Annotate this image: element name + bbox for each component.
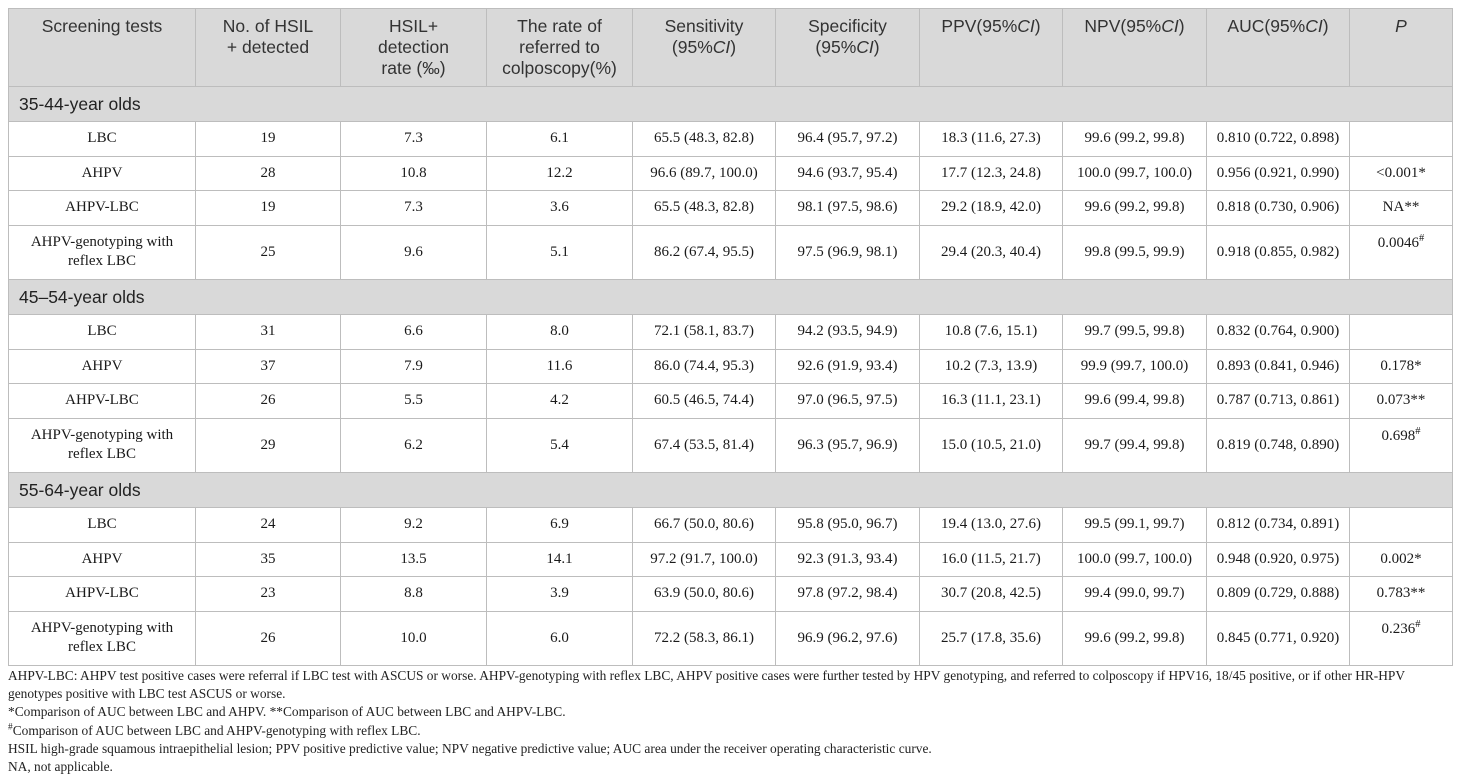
p-value: NA** (1382, 199, 1420, 216)
header-label: PPV (941, 16, 977, 36)
cell-auc: 0.819 (0.748, 0.890) (1207, 418, 1350, 473)
age-group-row (9, 87, 1453, 122)
cell-ppv: 29.4 (20.3, 40.4) (920, 225, 1063, 280)
cell-auc: 0.787 (0.713, 0.861) (1207, 384, 1350, 419)
cell-referral-rate: 6.9 (487, 508, 633, 543)
cell-referral-rate: 4.2 (487, 384, 633, 419)
cell-specificity: 97.5 (96.9, 98.1) (776, 225, 920, 280)
cell-detection-rate: 13.5 (341, 542, 487, 577)
age-group-label: 45–54-year olds (9, 280, 1453, 315)
table-row (9, 191, 1453, 226)
cell-ppv: 18.3 (11.6, 27.3) (920, 122, 1063, 157)
footnote-na: NA, not applicable. (8, 759, 113, 775)
cell-p (1350, 384, 1453, 419)
table-row (9, 156, 1453, 191)
ci-italic: CI (1017, 16, 1035, 36)
cell-detection-rate: 9.2 (341, 508, 487, 543)
table-header (9, 9, 1453, 87)
ci-close: ) (730, 37, 737, 57)
cell-auc: 0.832 (0.764, 0.900) (1207, 315, 1350, 350)
cell-hsil-detected: 35 (196, 542, 341, 577)
p-value: 0.783** (1376, 585, 1426, 602)
cell-specificity: 92.3 (91.3, 93.4) (776, 542, 920, 577)
cell-referral-rate: 8.0 (487, 315, 633, 350)
cell-ppv: 10.8 (7.6, 15.1) (920, 315, 1063, 350)
cell-p (1350, 349, 1453, 384)
ci-open: (95% (976, 16, 1018, 36)
cell-referral-rate: 12.2 (487, 156, 633, 191)
cell-npv: 99.6 (99.2, 99.8) (1063, 611, 1207, 666)
cell-test: AHPV (9, 156, 196, 191)
cell-specificity: 96.3 (95.7, 96.9) (776, 418, 920, 473)
header-line: + detected (226, 37, 310, 57)
cell-specificity: 92.6 (91.9, 93.4) (776, 349, 920, 384)
cell-sensitivity: 67.4 (53.5, 81.4) (633, 418, 776, 473)
cell-ppv: 16.0 (11.5, 21.7) (920, 542, 1063, 577)
header-line: referred to (519, 37, 600, 57)
table-row (9, 508, 1453, 543)
cell-sensitivity: 65.5 (48.3, 82.8) (633, 191, 776, 226)
cell-auc: 0.810 (0.722, 0.898) (1207, 122, 1350, 157)
cell-hsil-detected: 28 (196, 156, 341, 191)
table-footnotes (8, 667, 1452, 776)
header-line: detection (377, 37, 450, 57)
cell-referral-rate: 11.6 (487, 349, 633, 384)
header-row (9, 9, 1453, 87)
cell-hsil-detected: 31 (196, 315, 341, 350)
cell-test: LBC (9, 315, 196, 350)
cell-auc: 0.956 (0.921, 0.990) (1207, 156, 1350, 191)
header-ci-line (780, 37, 915, 58)
ci-italic: CI (712, 37, 731, 57)
cell-p (1350, 315, 1453, 350)
p-italic: P (1395, 16, 1407, 36)
table-row (9, 384, 1453, 419)
cell-hsil-detected: 25 (196, 225, 341, 280)
header-line (1211, 16, 1345, 37)
cell-ppv: 25.7 (17.8, 35.6) (920, 611, 1063, 666)
header-npv (1063, 9, 1207, 87)
cell-test: AHPV-genotyping with reflex LBC (9, 611, 196, 666)
cell-detection-rate: 9.6 (341, 225, 487, 280)
ci-close: ) (1178, 16, 1185, 36)
p-value: 0.178* (1380, 357, 1422, 374)
cell-referral-rate: 3.9 (487, 577, 633, 612)
cell-detection-rate: 7.3 (341, 191, 487, 226)
age-group-label: 55-64-year olds (9, 473, 1453, 508)
cell-specificity: 96.4 (95.7, 97.2) (776, 122, 920, 157)
cell-test: LBC (9, 122, 196, 157)
header-detection-rate (341, 9, 487, 87)
cell-sensitivity: 86.0 (74.4, 95.3) (633, 349, 776, 384)
cell-detection-rate: 8.8 (341, 577, 487, 612)
p-value: 0.236 (1381, 620, 1416, 637)
cell-p (1350, 508, 1453, 543)
header-line: Sensitivity (664, 16, 744, 36)
ci-italic: CI (1161, 16, 1179, 36)
ci-close: ) (873, 37, 880, 57)
cell-npv: 99.8 (99.5, 99.9) (1063, 225, 1207, 280)
table-row (9, 349, 1453, 384)
cell-detection-rate: 10.8 (341, 156, 487, 191)
cell-referral-rate: 5.4 (487, 418, 633, 473)
cell-referral-rate: 5.1 (487, 225, 633, 280)
hash-mark: # (8, 722, 13, 733)
table-row (9, 577, 1453, 612)
header-specificity (776, 9, 920, 87)
cell-test: AHPV-LBC (9, 384, 196, 419)
p-value-mark: # (1415, 618, 1421, 630)
cell-detection-rate: 5.5 (341, 384, 487, 419)
cell-auc: 0.812 (0.734, 0.891) (1207, 508, 1350, 543)
header-label: AUC (1227, 16, 1265, 36)
age-group-row (9, 280, 1453, 315)
footnote-comparison-hash-text: Comparison of AUC between LBC and AHPV-genotyping with reflex LBC. (12, 722, 421, 738)
age-group-label: 35-44-year olds (9, 87, 1453, 122)
cell-detection-rate: 6.2 (341, 418, 487, 473)
cell-auc: 0.845 (0.771, 0.920) (1207, 611, 1350, 666)
cell-ppv: 29.2 (18.9, 42.0) (920, 191, 1063, 226)
cell-ppv: 30.7 (20.8, 42.5) (920, 577, 1063, 612)
header-sensitivity (633, 9, 776, 87)
table-row (9, 225, 1453, 280)
cell-specificity: 98.1 (97.5, 98.6) (776, 191, 920, 226)
cell-hsil-detected: 26 (196, 384, 341, 419)
cell-test: AHPV (9, 542, 196, 577)
header-line: No. of HSIL (222, 16, 314, 36)
header-screening-tests (9, 9, 196, 87)
header-label: NPV (1084, 16, 1121, 36)
cell-detection-rate: 7.9 (341, 349, 487, 384)
cell-p (1350, 156, 1453, 191)
cell-test: AHPV-LBC (9, 577, 196, 612)
header-line: Specificity (808, 16, 887, 36)
ci-open: (95% (671, 37, 713, 57)
cell-auc: 0.948 (0.920, 0.975) (1207, 542, 1350, 577)
cell-sensitivity: 72.1 (58.1, 83.7) (633, 315, 776, 350)
screening-results-table (8, 8, 1453, 666)
cell-detection-rate: 10.0 (341, 611, 487, 666)
cell-sensitivity: 97.2 (91.7, 100.0) (633, 542, 776, 577)
cell-hsil-detected: 19 (196, 191, 341, 226)
header-ppv (920, 9, 1063, 87)
cell-hsil-detected: 29 (196, 418, 341, 473)
cell-specificity: 94.2 (93.5, 94.9) (776, 315, 920, 350)
header-line: colposcopy(%) (502, 58, 617, 78)
header-line (924, 16, 1058, 37)
header-line: HSIL+ (388, 16, 439, 36)
footnote-comparison-asterisk: *Comparison of AUC between LBC and AHPV. **Comparison of AUC between LBC and AHPV-LBC. (8, 704, 566, 720)
cell-specificity: 97.0 (96.5, 97.5) (776, 384, 920, 419)
cell-p (1350, 577, 1453, 612)
cell-ppv: 19.4 (13.0, 27.6) (920, 508, 1063, 543)
cell-test: AHPV (9, 349, 196, 384)
p-value: 0.073** (1376, 392, 1426, 409)
cell-npv: 99.9 (99.7, 100.0) (1063, 349, 1207, 384)
ci-italic: CI (1305, 16, 1323, 36)
cell-specificity: 94.6 (93.7, 95.4) (776, 156, 920, 191)
cell-npv: 99.4 (99.0, 99.7) (1063, 577, 1207, 612)
cell-npv: 100.0 (99.7, 100.0) (1063, 542, 1207, 577)
cell-hsil-detected: 26 (196, 611, 341, 666)
cell-auc: 0.893 (0.841, 0.946) (1207, 349, 1350, 384)
table-row (9, 122, 1453, 157)
cell-p (1350, 542, 1453, 577)
header-line: Screening tests (41, 16, 163, 36)
header-line (1354, 16, 1448, 37)
cell-hsil-detected: 19 (196, 122, 341, 157)
ci-open: (95% (1264, 16, 1306, 36)
cell-sensitivity: 63.9 (50.0, 80.6) (633, 577, 776, 612)
p-value: 0.698 (1381, 427, 1416, 444)
cell-specificity: 96.9 (96.2, 97.6) (776, 611, 920, 666)
cell-test: AHPV-LBC (9, 191, 196, 226)
header-line (1067, 16, 1202, 37)
cell-ppv: 16.3 (11.1, 23.1) (920, 384, 1063, 419)
cell-p (1350, 611, 1453, 666)
cell-npv: 99.6 (99.2, 99.8) (1063, 191, 1207, 226)
footnote-abbreviations: HSIL high-grade squamous intraepithelial lesion; PPV positive predictive value; NPV negative predictive value; AUC area under the receiver operating characteristic curve. (8, 740, 932, 756)
cell-hsil-detected: 24 (196, 508, 341, 543)
header-ci-line (637, 37, 771, 58)
cell-sensitivity: 96.6 (89.7, 100.0) (633, 156, 776, 191)
footnote-definitions: AHPV-LBC: AHPV test positive cases were referral if LBC test with ASCUS or worse. AHPV-genotyping with reflex LBC, AHPV positive cases were further tested by HPV genotyping, and referred to colposcopy if HPV16, 18/45 positive, or if other HR-HPV genotypes positive with LBC test ASCUS or worse. (8, 668, 1405, 702)
cell-ppv: 10.2 (7.3, 13.9) (920, 349, 1063, 384)
cell-sensitivity: 65.5 (48.3, 82.8) (633, 122, 776, 157)
cell-sensitivity: 72.2 (58.3, 86.1) (633, 611, 776, 666)
cell-specificity: 95.8 (95.0, 96.7) (776, 508, 920, 543)
header-p-value (1350, 9, 1453, 87)
cell-specificity: 97.8 (97.2, 98.4) (776, 577, 920, 612)
cell-hsil-detected: 37 (196, 349, 341, 384)
ci-close: ) (1034, 16, 1041, 36)
cell-test: AHPV-genotyping with reflex LBC (9, 225, 196, 280)
age-group-row (9, 473, 1453, 508)
cell-auc: 0.818 (0.730, 0.906) (1207, 191, 1350, 226)
header-line: The rate of (517, 16, 602, 36)
header-line: rate (‰) (381, 58, 446, 78)
cell-sensitivity: 60.5 (46.5, 74.4) (633, 384, 776, 419)
cell-test: AHPV-genotyping with reflex LBC (9, 418, 196, 473)
cell-ppv: 17.7 (12.3, 24.8) (920, 156, 1063, 191)
p-value-mark: # (1419, 232, 1425, 244)
table-body (9, 87, 1453, 666)
cell-detection-rate: 7.3 (341, 122, 487, 157)
table-row (9, 418, 1453, 473)
cell-referral-rate: 3.6 (487, 191, 633, 226)
ci-open: (95% (1120, 16, 1162, 36)
cell-p (1350, 418, 1453, 473)
cell-hsil-detected: 23 (196, 577, 341, 612)
cell-p (1350, 122, 1453, 157)
table-row (9, 611, 1453, 666)
cell-npv: 99.7 (99.4, 99.8) (1063, 418, 1207, 473)
cell-referral-rate: 6.1 (487, 122, 633, 157)
cell-sensitivity: 86.2 (67.4, 95.5) (633, 225, 776, 280)
p-value: 0.002* (1380, 550, 1422, 567)
table-row (9, 315, 1453, 350)
cell-auc: 0.918 (0.855, 0.982) (1207, 225, 1350, 280)
cell-p (1350, 225, 1453, 280)
cell-detection-rate: 6.6 (341, 315, 487, 350)
footnote-comparison-hash (8, 722, 1452, 740)
ci-italic: CI (856, 37, 874, 57)
header-referral-rate (487, 9, 633, 87)
cell-auc: 0.809 (0.729, 0.888) (1207, 577, 1350, 612)
cell-p (1350, 191, 1453, 226)
p-value: 0.0046 (1377, 234, 1419, 251)
cell-npv: 99.5 (99.1, 99.7) (1063, 508, 1207, 543)
cell-npv: 99.6 (99.4, 99.8) (1063, 384, 1207, 419)
cell-sensitivity: 66.7 (50.0, 80.6) (633, 508, 776, 543)
p-value-mark: # (1415, 425, 1421, 437)
cell-referral-rate: 6.0 (487, 611, 633, 666)
cell-npv: 100.0 (99.7, 100.0) (1063, 156, 1207, 191)
table-row (9, 542, 1453, 577)
cell-test: LBC (9, 508, 196, 543)
ci-close: ) (1322, 16, 1329, 36)
header-hsil-detected (196, 9, 341, 87)
header-auc (1207, 9, 1350, 87)
ci-open: (95% (815, 37, 857, 57)
cell-npv: 99.7 (99.5, 99.8) (1063, 315, 1207, 350)
cell-ppv: 15.0 (10.5, 21.0) (920, 418, 1063, 473)
cell-npv: 99.6 (99.2, 99.8) (1063, 122, 1207, 157)
p-value: <0.001* (1376, 164, 1426, 181)
cell-referral-rate: 14.1 (487, 542, 633, 577)
